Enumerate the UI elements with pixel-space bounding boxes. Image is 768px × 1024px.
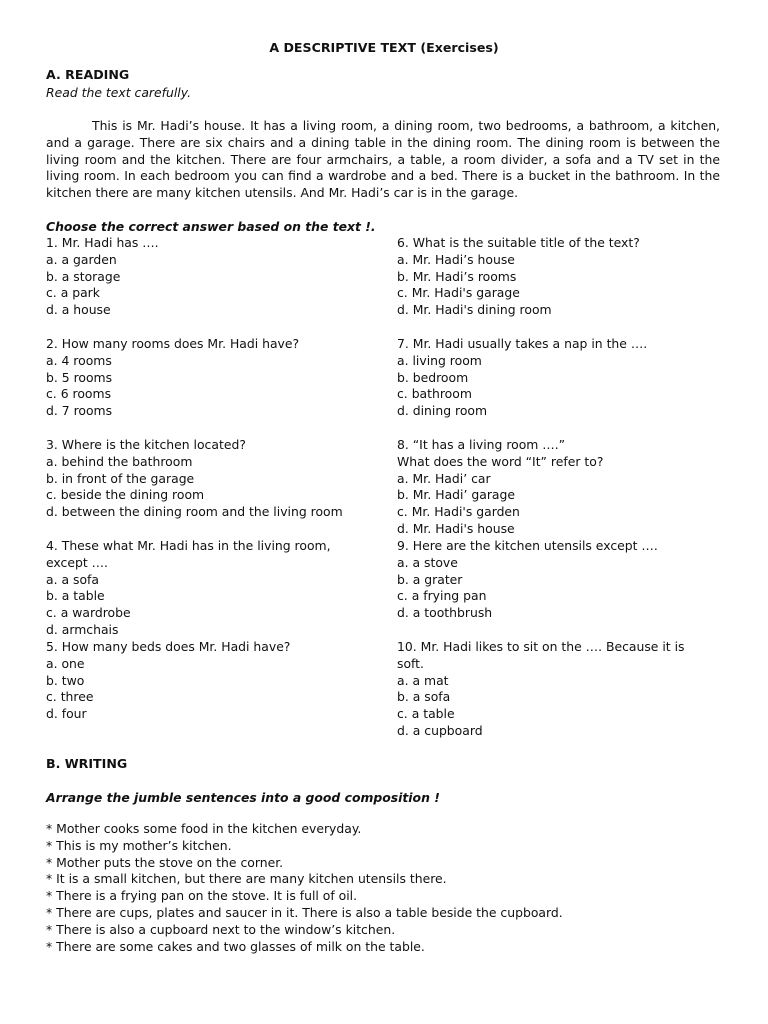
question-2 xyxy=(46,336,386,437)
jumbled-sentence: * There is a frying pan on the stove. It is full of oil. xyxy=(46,888,358,904)
question-line: d. between the dining room and the living room xyxy=(46,504,343,520)
question-line: a. a garden xyxy=(46,251,117,267)
page-title: A DESCRIPTIVE TEXT (Exercises) xyxy=(269,40,499,55)
question-line: c. beside the dining room xyxy=(46,487,205,503)
question-line: d. armchais xyxy=(46,621,119,637)
question-line: c. 6 rooms xyxy=(46,386,112,402)
question-9 xyxy=(397,538,717,639)
question-line: soft. xyxy=(397,655,424,671)
question-line: c. Mr. Hadi's garden xyxy=(397,504,520,520)
question-4 xyxy=(46,538,386,639)
exercise-instruction: Choose the correct answer based on the text !. xyxy=(46,219,376,234)
reading-instruction: Read the text carefully. xyxy=(46,85,192,100)
question-line: b. a storage xyxy=(46,268,121,284)
question-7 xyxy=(397,336,717,437)
question-text: 5. How many beds does Mr. Hadi have? xyxy=(46,639,291,654)
question-line: b. a table xyxy=(46,588,105,604)
question-1 xyxy=(46,235,386,336)
question-line: b. Mr. Hadi’s rooms xyxy=(397,268,517,284)
jumbled-sentence: * There are cups, plates and saucer in it. There is also a table beside the cupboard. xyxy=(46,904,563,920)
question-text: 2. How many rooms does Mr. Hadi have? xyxy=(46,336,300,351)
jumbled-sentence: * There are some cakes and two glasses of milk on the table. xyxy=(46,938,425,954)
question-line: c. a table xyxy=(397,706,455,722)
question-text: 7. Mr. Hadi usually takes a nap in the …. xyxy=(397,336,648,351)
question-line: c. bathroom xyxy=(397,386,472,402)
question-line: b. a grater xyxy=(397,571,463,587)
question-line: d. four xyxy=(46,706,87,722)
question-line: d. a house xyxy=(46,302,111,318)
reading-heading: A. READING xyxy=(46,67,130,82)
question-line: a. 4 rooms xyxy=(46,352,112,368)
question-line: c. a park xyxy=(46,285,100,301)
question-text: 6. What is the suitable title of the text? xyxy=(397,235,640,250)
question-line: b. in front of the garage xyxy=(46,470,195,486)
writing-heading: B. WRITING xyxy=(46,756,128,771)
question-line: a. behind the bathroom xyxy=(46,453,193,469)
question-line: c. a wardrobe xyxy=(46,605,131,621)
question-5 xyxy=(46,639,386,740)
question-line: b. bedroom xyxy=(397,369,469,385)
questions-right-column xyxy=(397,235,717,740)
jumbled-sentence: * There is also a cupboard next to the window’s kitchen. xyxy=(46,921,396,937)
question-text: 4. These what Mr. Hadi has in the living room, xyxy=(46,538,331,553)
jumbled-sentence: * This is my mother’s kitchen. xyxy=(46,837,232,853)
question-10 xyxy=(397,639,717,740)
question-text: 9. Here are the kitchen utensils except …. xyxy=(397,538,658,553)
question-line: What does the word “It” refer to? xyxy=(397,453,604,469)
question-line: d. a toothbrush xyxy=(397,605,493,621)
jumbled-sentence: * It is a small kitchen, but there are many kitchen utensils there. xyxy=(46,871,447,887)
question-text: 1. Mr. Hadi has …. xyxy=(46,235,159,250)
question-6 xyxy=(397,235,717,336)
question-line: a. a mat xyxy=(397,672,449,688)
writing-instruction: Arrange the jumble sentences into a good composition ! xyxy=(46,790,440,805)
question-line: c. a frying pan xyxy=(397,588,487,604)
question-line: d. 7 rooms xyxy=(46,403,113,419)
question-text: 8. “It has a living room ….” xyxy=(397,437,566,452)
question-line: a. Mr. Hadi’ car xyxy=(397,470,491,486)
question-text: 10. Mr. Hadi likes to sit on the …. Because it is xyxy=(397,639,685,654)
question-line: b. Mr. Hadi’ garage xyxy=(397,487,515,503)
question-line: d. dining room xyxy=(397,403,488,419)
question-line: a. Mr. Hadi’s house xyxy=(397,251,515,267)
question-line: a. a stove xyxy=(397,554,458,570)
question-line: d. a cupboard xyxy=(397,722,483,738)
jumbled-sentence: * Mother cooks some food in the kitchen everyday. xyxy=(46,821,362,836)
question-line: a. one xyxy=(46,655,85,671)
question-line: except …. xyxy=(46,554,108,570)
jumbled-sentence: * Mother puts the stove on the corner. xyxy=(46,854,284,870)
question-line: a. a sofa xyxy=(46,571,99,587)
question-line: d. Mr. Hadi's house xyxy=(397,520,515,536)
question-3 xyxy=(46,437,386,538)
questions-left-column xyxy=(46,235,386,740)
question-8 xyxy=(397,437,717,538)
question-line: b. a sofa xyxy=(397,689,451,705)
question-line: c. Mr. Hadi's garage xyxy=(397,285,520,301)
question-text: 3. Where is the kitchen located? xyxy=(46,437,246,452)
question-line: b. two xyxy=(46,672,85,688)
question-line: d. Mr. Hadi's dining room xyxy=(397,302,552,318)
question-line: a. living room xyxy=(397,352,482,368)
jumbled-sentences-list xyxy=(46,821,563,955)
reading-passage: This is Mr. Hadi’s house. It has a living room, a dining room, two bedrooms, a bathroom, a kitchen, and a garage. There are six chairs and a dining table in the dining room. The dining room is between the living room and the kitchen. There are four armchairs, a table, a room divider, a sofa and a TV set in the living room. In each bedroom you can find a wardrobe and a bed. There is a bucket in the bathroom. In the kitchen there are many kitchen utensils. And Mr. Hadi’s car is in the garage. xyxy=(46,118,720,201)
question-line: b. 5 rooms xyxy=(46,369,113,385)
question-line: c. three xyxy=(46,689,94,705)
